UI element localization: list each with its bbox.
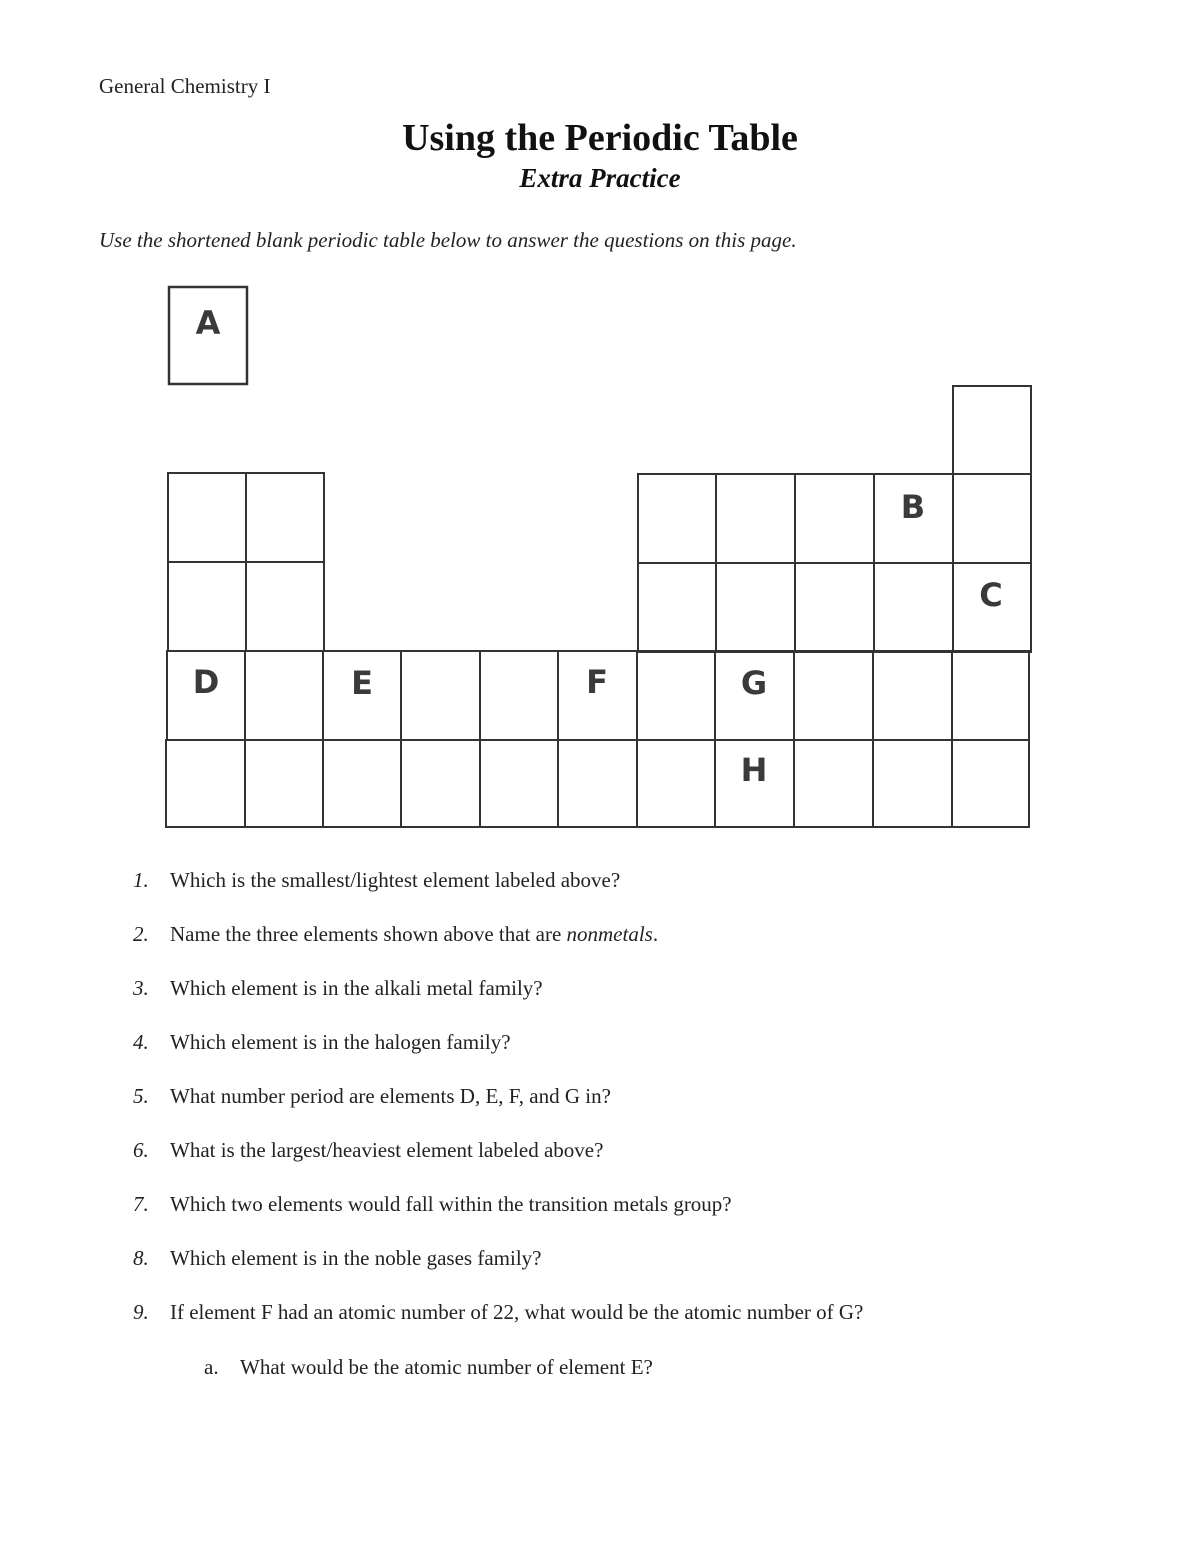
cell-A <box>169 287 247 384</box>
question-number: 6. <box>133 1138 149 1162</box>
question-number: 9. <box>133 1300 149 1324</box>
question-text: What number period are elements D, E, F, and G in? <box>170 1084 611 1108</box>
subquestion-text: What would be the atomic number of element E? <box>240 1355 653 1379</box>
question-text: Which is the smallest/lightest element labeled above? <box>170 868 621 892</box>
label-G: G <box>740 664 768 702</box>
question-text: Which element is in the halogen family? <box>170 1030 511 1054</box>
instructions: Use the shortened blank periodic table below to answer the questions on this page. <box>99 228 797 252</box>
label-D: D <box>192 663 220 701</box>
question-number: 7. <box>133 1192 149 1216</box>
question-number: 1. <box>133 868 149 892</box>
emphasis-nonmetals: nonmetals <box>566 922 653 946</box>
label-B: B <box>900 488 926 526</box>
page-title: Using the Periodic Table <box>402 117 798 159</box>
question-number: 3. <box>133 976 149 1000</box>
label-E: E <box>351 664 373 702</box>
cell-noble-top <box>953 386 1031 474</box>
question-number: 4. <box>133 1030 149 1054</box>
label-F: F <box>586 663 608 701</box>
question-text: What is the largest/heaviest element labeled above? <box>170 1138 604 1162</box>
subquestion-letter: a. <box>204 1355 219 1379</box>
question-text: Which element is in the noble gases family? <box>170 1246 542 1270</box>
question-text: Which two elements would fall within the transition metals group? <box>170 1192 732 1216</box>
question-text: If element F had an atomic number of 22, what would be the atomic number of G? <box>170 1300 864 1324</box>
course-name: General Chemistry I <box>99 74 271 98</box>
label-A: A <box>195 304 221 342</box>
question-text: Name the three elements shown above that are nonmetals. <box>170 922 659 946</box>
label-H: H <box>740 751 768 789</box>
page-subtitle: Extra Practice <box>519 163 681 193</box>
label-C: C <box>979 576 1003 614</box>
question-text: Which element is in the alkali metal family? <box>170 976 543 1000</box>
question-number: 2. <box>133 922 149 946</box>
question-number: 8. <box>133 1246 149 1270</box>
question-number: 5. <box>133 1084 149 1108</box>
